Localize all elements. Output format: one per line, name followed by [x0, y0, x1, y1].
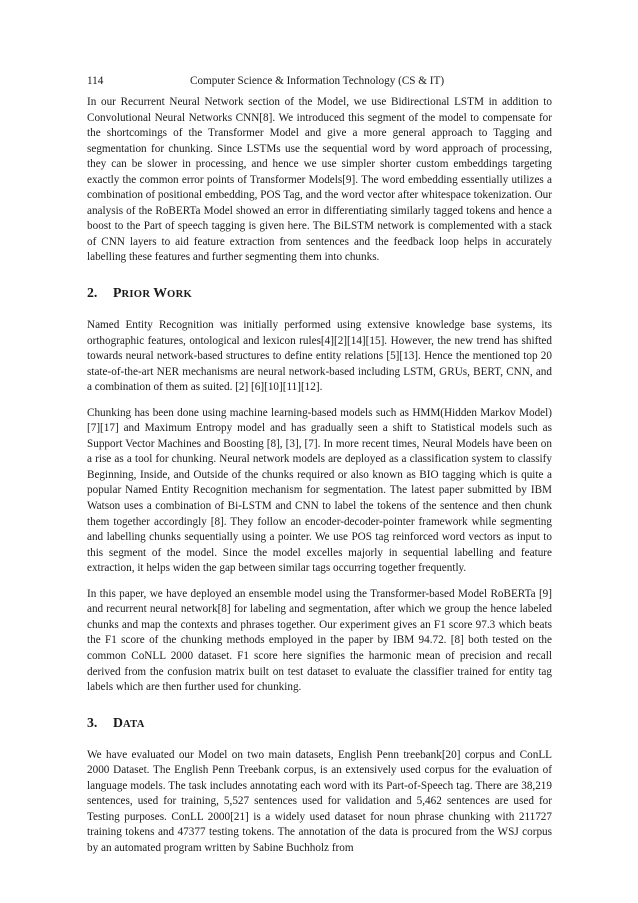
- heading-text: ATA: [122, 718, 145, 730]
- paragraph: Named Entity Recognition was initially performed using extensive knowledge base systems, its orthographic features, ontological and lexicon rules[4][2][14][15]. However, the new trend has shifted towards neural network-based structures to define entity relations [5][13]. Hence the mentioned top 20 state-of-the-art NER mechanisms are neural network-based including LSTM, GRUs, BERT, CNN, and a combination of them as suited. [2] [6][10][11][12].: [87, 319, 552, 394]
- paragraph: Chunking has been done using machine learning-based models such as HMM(Hidden Markov Model) [7][17] and Maximum Entropy model and has gradually seen a shift to Statistical models such as Support Vector Machines and Boosting [8], [3], [7]. In more recent times, Neural Models have been on a rise as a tool for chunking. Neural network models are deployed as a classification system to classify Beginning, Inside, and Outside of the chunks required or also known as BIO tagging which is quite a popular Named Entity Recognition mechanism for segmentation. The latest paper submitted by IBM Watson uses a combination of Bi-LSTM and CNN to label the tokens of the sentence and then chunk them together accordingly [8]. They follow an encoder-decoder-pointer framework while segmenting and labelling chunks sequentially using a pointer. We use POS tag reinforced word vectors as input to this segment of the model. Since the model excelles majorly in sequential labelling and feature extraction, it helps widen the gap between similar tags occurring together frequently.: [87, 406, 552, 575]
- heading-text: RIOR: [121, 289, 154, 301]
- heading-text: ORK: [167, 289, 193, 301]
- section-heading-data: [87, 714, 552, 734]
- body-content: [87, 95, 552, 856]
- heading-letter: P: [113, 285, 122, 301]
- heading-letter: W: [153, 285, 168, 301]
- section-number: 2.: [87, 285, 98, 301]
- journal-title: Computer Science & Information Technology (CS & IT): [190, 75, 445, 87]
- intro-paragraph: In our Recurrent Neural Network section of the Model, we use Bidirectional LSTM in addition to Convolutional Neural Networks CNN[8]. We introduced this segment of the model to compensate for the shortcomings of the Transformer Model and give a more general approach to Tagging and segmentation for chunking. Since LSTMs use the sequential word by word approach of processing, they can be slower in processing, and hence we use simpler shorter custom embeddings targeting exactly the common error points of Transformer Models[9]. The word embedding essentially utilizes a combination of positional embedding, POS Tag, and the word vector after whitespace tokenization. Our analysis of the RoBERTa Model showed an error in differentiating similarly tagged tokens and hence a boost to the Part of speech tagging is given here. The BiLSTM network is complemented with a stack of CNN layers to aid feature extraction from sentences and the feedback loop helps in accurately labelling these features and further segmenting them into chunks.: [87, 96, 552, 264]
- heading-letter: D: [113, 714, 123, 730]
- section-number: 3.: [87, 714, 98, 730]
- paragraph: We have evaluated our Model on two main datasets, English Penn treebank[20] corpus and ConLL 2000 Dataset. The English Penn Treebank corpus, is an extensively used corpus for the evaluation of language models. The task includes annotating each word with its Part-of-Speech tag. There are 38,219 sentences, used for training, 5,527 sentences used for validation and 5,462 sentences are used for Testing purposes. ConLL 2000[21] is a widely used dataset for noun phrase chunking with 211727 training tokens and 47377 testing tokens. The annotation of the data is procured from the WSJ corpus by an automated program written by Sabine Buchholz from: [87, 748, 552, 854]
- running-header: [87, 73, 557, 89]
- page-number: 114: [87, 75, 104, 87]
- paragraph: In this paper, we have deployed an ensemble model using the Transformer-based Model RoBERTa [9] and recurrent neural network[8] for labeling and segmentation, after which we group the hence labeled chunks and map the contexts and phrases together. Our experiment gives an F1 score 97.3 which beats the F1 score of the chunking methods employed in the paper by IBM 94.72. [8] both tested on the common CoNLL 2000 dataset. F1 score here signifies the harmonic mean of precision and recall derived from the confusion matrix built on test dataset to evaluate the classifier trained for entity tag labels which are then further used for chunking.: [87, 587, 552, 694]
- section-heading-prior-work: [87, 284, 552, 304]
